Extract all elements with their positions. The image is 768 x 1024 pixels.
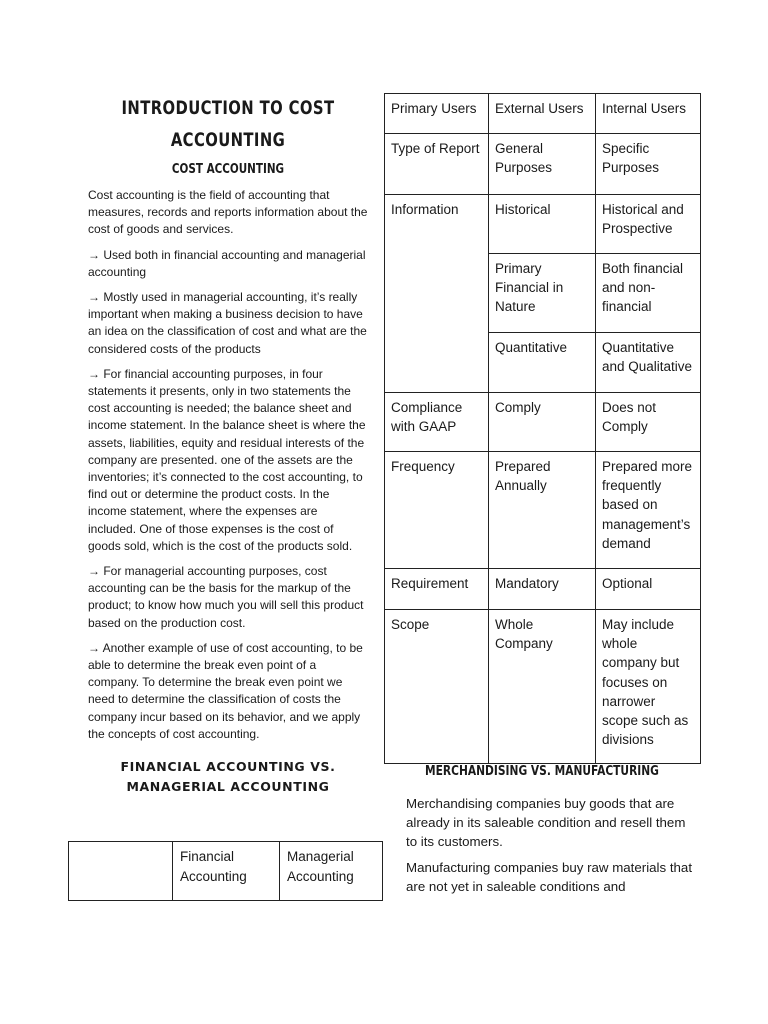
table-cell: Frequency [385,452,489,569]
paragraph: → For financial accounting purposes, in four statements it presents, only in two statements the cost accounting is needed; the balance sheet and income statement. In the balance sheet is where the assets, liabilities, equity and residual interests of the company are presented. one of the assets are the inventories; it’s connected to the cost accounting, to find out or determine the product costs. In the income statement, where the expenses are included. One of those expenses is the cost of goods sold, which is the cost of the products sold. [88,366,366,553]
table-cell: Internal Users [596,94,701,134]
table-row [69,842,383,901]
table-cell: Requirement [385,569,489,610]
paragraph: Merchandising companies buy goods that are already in its saleable condition and resell them to its customers. [406,796,686,850]
comparison-table [384,93,701,764]
title-line-1: INTRODUCTION TO COST [121,97,335,119]
paragraph: → For managerial accounting purposes, cost accounting can be the basis for the markup of the product; to know how much you will sell this product based on the production cost. [88,564,364,630]
table-cell: Whole Company [489,610,596,764]
table-cell: Prepared more frequently based on management’s demand [596,452,701,569]
table-cell [69,842,173,901]
table-cell: Historical and Prospective [596,195,701,254]
paragraph: Cost accounting is the field of accounting that measures, records and reports information about the cost of goods and services. [88,188,368,237]
table-cell: Primary Users [385,94,489,134]
paragraph: → Used both in financial accounting and managerial accounting [88,247,366,279]
table-cell: Type of Report [385,134,489,195]
table-cell: General Purposes [489,134,596,195]
left-column [88,92,368,797]
paragraph: → Mostly used in managerial accounting, it’s really important when making a business decision to have an idea on the classification of cost and what are the considered costs of the products [88,290,367,356]
table-cell: Historical [489,195,596,254]
table-cell: Quantitative [489,333,596,393]
table-cell: Scope [385,610,489,764]
table-cell: Primary Financial in Nature [489,254,596,333]
title-line-2: ACCOUNTING [170,129,286,151]
table-row [385,195,701,254]
table-row [385,569,701,610]
page-title [119,92,337,156]
table-cell: Both financial and non-financial [596,254,701,333]
paragraph: → Another example of use of cost accounting, to be able to determine the break even point of a company. To determine the break even point we need to determine the classification of costs the company incur based on its behavior, and we apply the concepts of cost accounting. [88,640,363,741]
table-row [385,393,701,452]
table-cell: Compliance with GAAP [385,393,489,452]
section-heading-line-2: MANAGERIAL ACCOUNTING [126,779,330,795]
paragraph: Manufacturing companies buy raw materials that are not yet in saleable conditions and [406,859,693,894]
section-heading-line-1: FINANCIAL ACCOUNTING VS. [120,759,336,775]
table-row [385,134,701,195]
table-cell: Optional [596,569,701,610]
table-cell: Managerial Accounting [280,842,383,901]
merch-heading: MERCHANDISING VS. MANUFACTURING [425,764,659,779]
table-cell: Information [385,195,489,393]
table-cell: Does not Comply [596,393,701,452]
table-cell: Financial Accounting [173,842,280,901]
table-row [385,610,701,764]
table-cell: Comply [489,393,596,452]
section-heading [88,757,368,797]
table-cell: Mandatory [489,569,596,610]
table-cell: May include whole company but focuses on narrower scope such as divisions [596,610,701,764]
table-cell: Quantitative and Qualitative [596,333,701,393]
section-subtitle: COST ACCOUNTING [171,162,285,177]
table-cell: Prepared Annually [489,452,596,569]
table-cell: Specific Purposes [596,134,701,195]
merch-text [406,794,696,902]
table-row [385,94,701,134]
table-cell: External Users [489,94,596,134]
table-row [385,452,701,569]
comparison-header-table [68,841,383,901]
